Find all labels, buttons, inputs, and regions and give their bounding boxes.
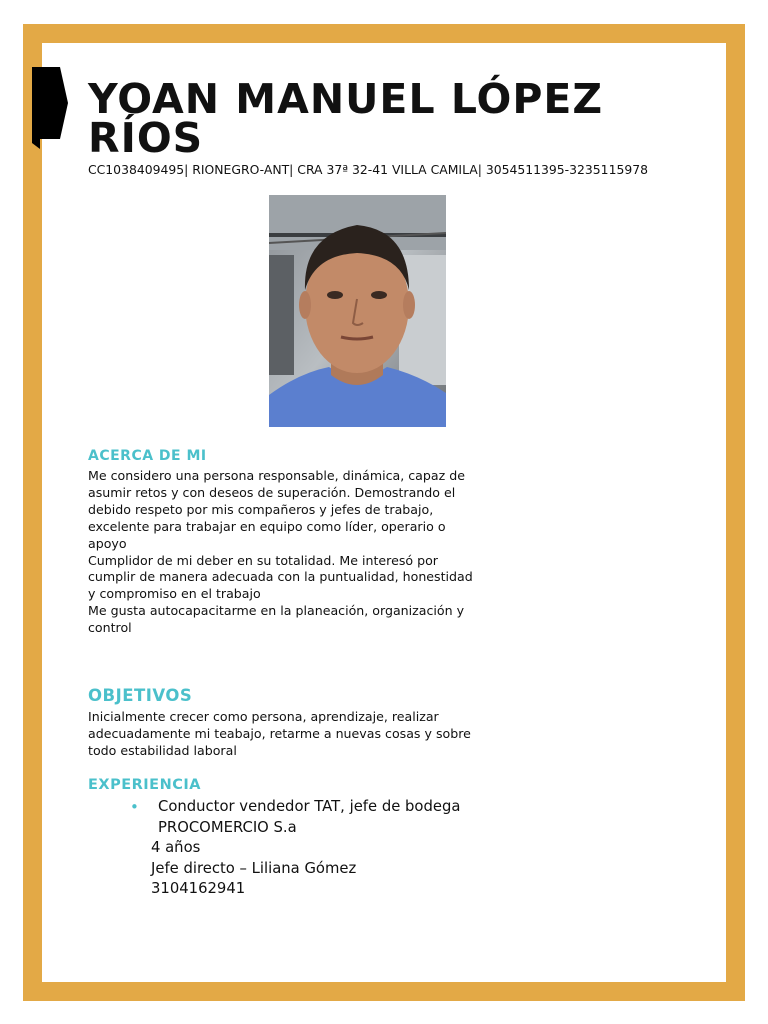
- about-line: excelente para trabajar en equipo como líder, operario o: [88, 518, 446, 534]
- experience-role: Conductor vendedor TAT, jefe de bodega: [158, 798, 461, 815]
- objectives-text: [88, 709, 488, 760]
- about-line: Me gusta autocapacitarme en la planeación, organización y: [88, 603, 465, 619]
- experience-phone: 3104162941: [151, 880, 246, 897]
- objectives-line: Inicialmente crecer como persona, aprendizaje, realizar: [88, 709, 439, 724]
- about-line: control: [88, 620, 132, 636]
- experience-list: [130, 797, 460, 900]
- about-line: asumir retos y con deseos de superación. Demostrando el: [88, 484, 456, 500]
- objectives-line: todo estabilidad laboral: [88, 742, 237, 758]
- about-line: debido respeto por mis compañeros y jefes de trabajo,: [88, 501, 434, 517]
- about-line: y compromiso en el trabajo: [88, 586, 261, 602]
- experience-section-title: EXPERIENCIA: [88, 777, 201, 793]
- about-line: Me considero una persona responsable, dinámica, capaz de: [88, 468, 465, 483]
- contact-info: CC1038409495| RIONEGRO-ANT| CRA 37ª 32-41 VILLA CAMILA| 3054511395-3235115978: [88, 162, 648, 177]
- about-text: [88, 468, 488, 637]
- about-line: Cumplidor de mi deber en su totalidad. Me interesó por: [88, 552, 438, 568]
- experience-company: PROCOMERCIO S.a: [158, 818, 297, 836]
- about-section-title: ACERCA DE MI: [88, 448, 207, 464]
- objectives-line: adecuadamente mi teabajo, retarme a nuevas cosas y sobre: [88, 725, 471, 741]
- objectives-section-title: OBJETIVOS: [88, 686, 193, 705]
- candidate-name: YOAN MANUEL LÓPEZ RÍOS: [88, 75, 604, 162]
- about-line: cumplir de manera adecuada con la puntualidad, honestidad: [88, 569, 473, 585]
- about-line: apoyo: [88, 535, 127, 551]
- bullet-icon: •: [130, 798, 139, 816]
- person-portrait-icon: [269, 195, 446, 427]
- profile-photo: [269, 195, 446, 427]
- header-tab-marker: [32, 67, 68, 149]
- experience-supervisor: Jefe directo – Liliana Gómez: [151, 859, 357, 877]
- experience-duration: 4 años: [151, 839, 201, 856]
- experience-item: [130, 797, 460, 900]
